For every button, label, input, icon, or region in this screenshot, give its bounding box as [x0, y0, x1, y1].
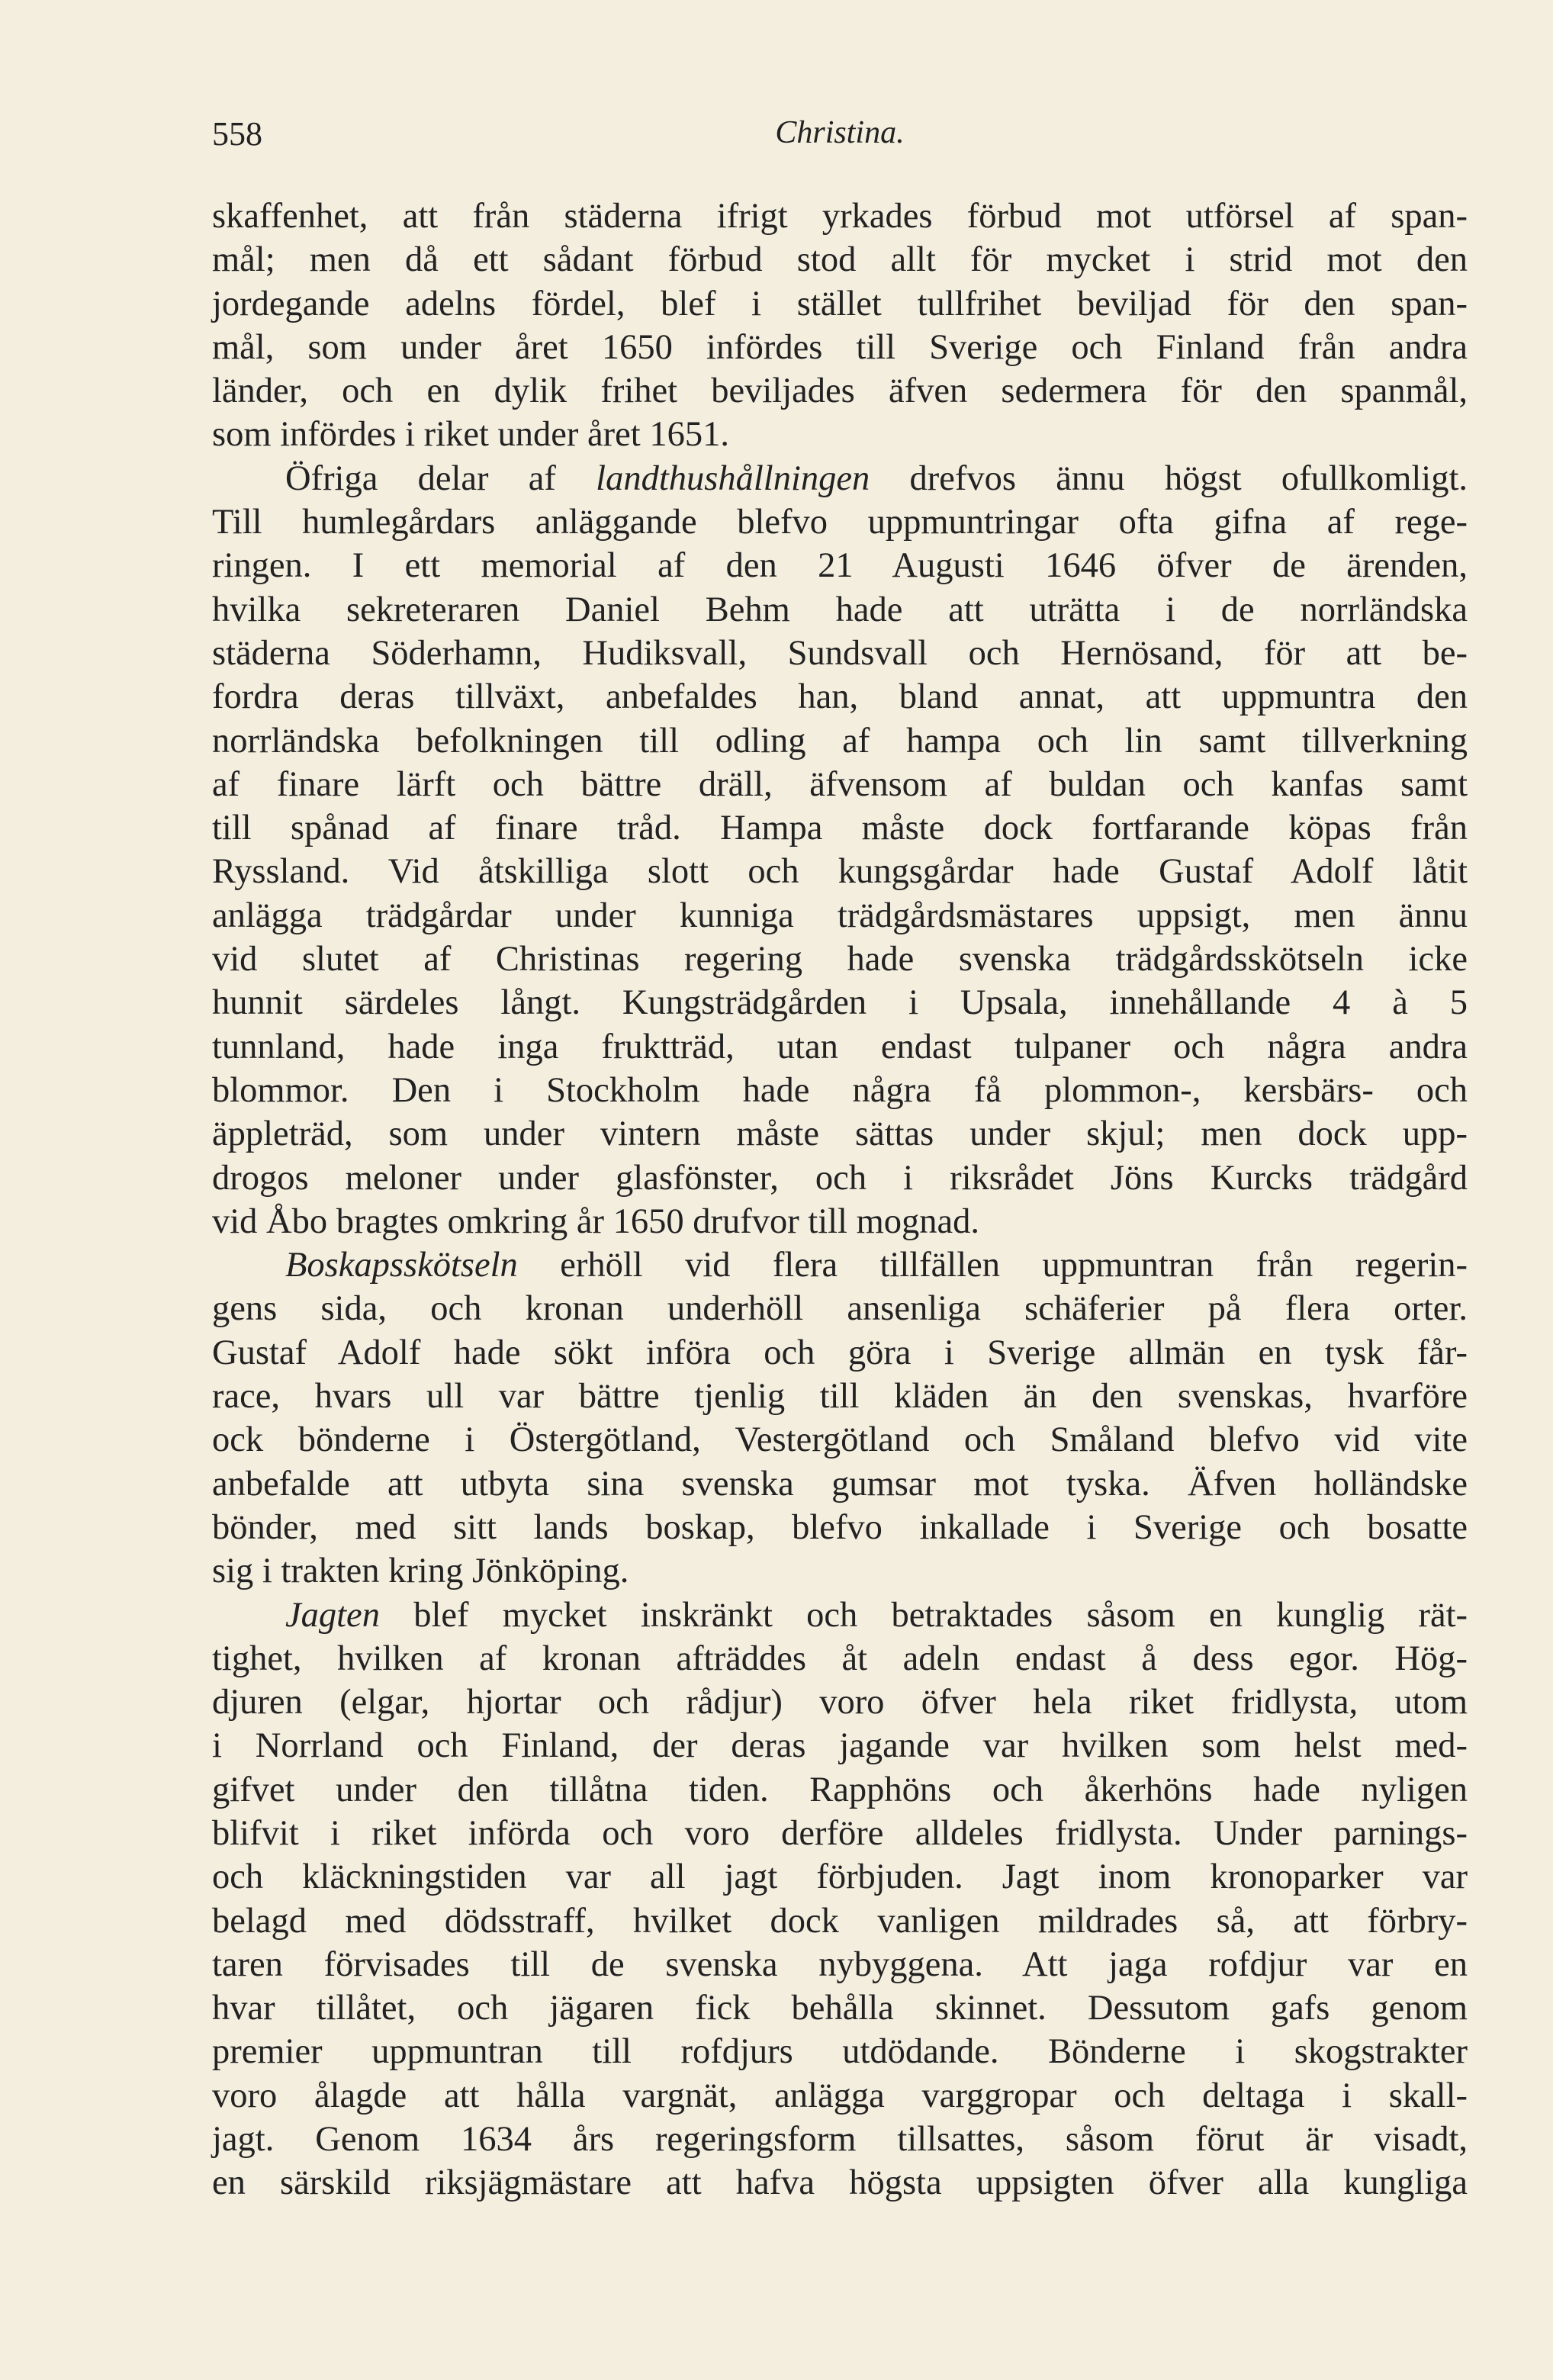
text-line: voro ålagde att hålla vargnät, anlägga varggropar och deltaga i skall-: [212, 2076, 1468, 2115]
text-line: premier uppmuntran till rofdjurs utdödande. Bönderne i skogstrakter: [212, 2032, 1468, 2072]
text-line: vid slutet af Christinas regering hade svenska trädgårdsskötseln icke: [212, 940, 1468, 979]
paragraph-lead-line: [212, 457, 1468, 500]
paragraph: [212, 457, 1468, 1243]
text-line: hvar tillåtet, och jägaren fick behålla skinnet. Dessutom gafs genom: [212, 1989, 1468, 2028]
text-line: ringen. I ett memorial af den 21 Augusti 1646 öfver de ärenden,: [212, 546, 1468, 586]
text-line: anbefalde att utbyta sina svenska gumsar mot tyska. Äfven holländske: [212, 1464, 1468, 1504]
text-line: belagd med dödsstraff, hvilket dock vanligen mildrades så, att förbry-: [212, 1901, 1468, 1941]
text-line: till spånad af finare tråd. Hampa måste dock fortfarande köpas från: [212, 809, 1468, 848]
text-line: som infördes i riket under året 1651.: [212, 415, 729, 455]
text-line: mål, som under året 1650 infördes till Sverige och Finland från andra: [212, 327, 1468, 367]
text-line: blommor. Den i Stockholm hade några få plommon-, kersbärs- och: [212, 1070, 1468, 1110]
paragraph-lead-line: [212, 1594, 1468, 1637]
lead-text: drefvos ännu högst ofullkomligt.: [870, 458, 1468, 498]
text-line: äppleträd, som under vintern måste sättas under skjul; men dock upp-: [212, 1114, 1468, 1154]
text-line: fordra deras tillväxt, anbefaldes han, bland annat, att uppmuntra den: [212, 677, 1468, 717]
topic-term: Boskapsskötseln: [285, 1246, 518, 1285]
text-line: Gustaf Adolf hade sökt införa och göra i Sverige allmän en tysk får-: [212, 1333, 1468, 1372]
text-line: jagt. Genom 1634 års regeringsform tillsattes, såsom förut är visadt,: [212, 2120, 1468, 2160]
text-line: skaffenhet, att från städerna ifrigt yrkades förbud mot utförsel af span-: [212, 197, 1468, 236]
text-line: en särskild riksjägmästare att hafva högsta uppsigten öfver alla kungliga: [212, 2163, 1468, 2203]
text-line: race, hvars ull var bättre tjenlig till kläden än den svenskas, hvarföre: [212, 1377, 1468, 1417]
text-line: gifvet under den tillåtna tiden. Rapphöns och åkerhöns hade nyligen: [212, 1770, 1468, 1809]
text-line: norrländska befolkningen till odling af hampa och lin samt tillverkning: [212, 721, 1468, 761]
text-line: länder, och en dylik frihet beviljades äfven sedermera för den spanmål,: [212, 371, 1468, 411]
running-title: Christina.: [775, 115, 905, 150]
paragraph: [212, 195, 1468, 457]
text-line: anlägga trädgårdar under kunniga trädgårdsmästares uppsigt, men ännu: [212, 896, 1468, 935]
lead-text: erhöll vid flera tillfällen uppmuntran från regerin-: [517, 1246, 1468, 1285]
text-line: af finare lärft och bättre dräll, äfvensom af buldan och kanfas samt: [212, 764, 1468, 804]
lead-text: Öfriga delar af: [285, 458, 596, 498]
lead-text: blef mycket inskränkt och betraktades såsom en kunglig rät-: [379, 1595, 1468, 1635]
text-line: i Norrland och Finland, der deras jagande var hvilken som helst med-: [212, 1726, 1468, 1766]
text-line: blifvit i riket införda och voro derföre alldeles fridlysta. Under parnings-: [212, 1813, 1468, 1853]
text-line: jordegande adelns fördel, blef i stället tullfrihet beviljad för den span-: [212, 284, 1468, 323]
paragraph: [212, 1243, 1468, 1593]
text-line: och kläckningstiden var all jagt förbjuden. Jagt inom kronoparker var: [212, 1857, 1468, 1897]
text-line: tunnland, hade inga fruktträd, utan endast tulpaner och några andra: [212, 1027, 1468, 1066]
paragraph-lead-line: [212, 1243, 1468, 1287]
text-line: vid Åbo bragtes omkring år 1650 drufvor till mognad.: [212, 1201, 980, 1241]
text-line: taren förvisades till de svenska nybyggena. Att jaga rofdjur var en: [212, 1944, 1468, 1984]
text-line: djuren (elgar, hjortar och rådjur) voro öfver hela riket fridlysta, utom: [212, 1683, 1468, 1722]
text-line: ock bönderne i Östergötland, Vestergötland och Småland blefvo vid vite: [212, 1420, 1468, 1460]
page-number: 558: [212, 115, 262, 153]
text-line: hunnit särdeles långt. Kungsträdgården i Upsala, innehållande 4 à 5: [212, 983, 1468, 1023]
text-line: Till humlegårdars anläggande blefvo uppmuntringar ofta gifna af rege-: [212, 503, 1468, 542]
topic-term: landthushållningen: [596, 458, 870, 498]
text-line: bönder, med sitt lands boskap, blefvo inkallade i Sverige och bosatte: [212, 1507, 1468, 1547]
text-line: gens sida, och kronan underhöll ansenliga schäferier på flera orter.: [212, 1289, 1468, 1329]
text-line: drogos meloner under glasfönster, och i riksrådet Jöns Kurcks trädgård: [212, 1158, 1468, 1198]
text-line: tighet, hvilken af kronan afträddes åt adeln endast å dess egor. Hög-: [212, 1639, 1468, 1678]
paragraph: [212, 1594, 1468, 2205]
body-text: [212, 195, 1468, 2205]
text-line: mål; men då ett sådant förbud stod allt för mycket i strid mot den: [212, 240, 1468, 280]
text-line: städerna Söderhamn, Hudiksvall, Sundsvall och Hernösand, för att be-: [212, 633, 1468, 673]
text-line: hvilka sekreteraren Daniel Behm hade att uträtta i de norrländska: [212, 590, 1468, 629]
page-header: [212, 114, 1468, 160]
text-line: Ryssland. Vid åtskilliga slott och kungsgårdar hade Gustaf Adolf låtit: [212, 852, 1468, 892]
topic-term: Jagten: [285, 1595, 380, 1635]
text-line: sig i trakten kring Jönköping.: [212, 1552, 629, 1591]
